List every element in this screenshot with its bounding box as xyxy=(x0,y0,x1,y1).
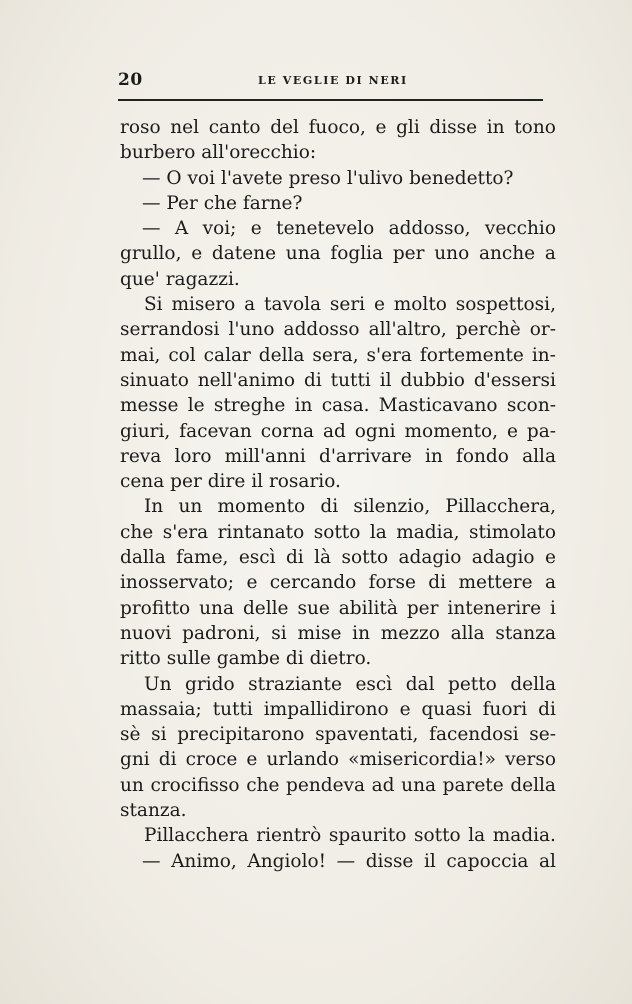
header-rule xyxy=(118,99,543,101)
text-line: reva loro mill'anni d'arrivare in fondo alla xyxy=(120,445,556,467)
text-line: — O voi l'avete preso l'ulivo benedetto? xyxy=(142,167,514,189)
text-line: que' ragazzi. xyxy=(120,268,240,290)
text-line: grullo, e datene una foglia per uno anche a xyxy=(120,243,556,265)
text-line: burbero all'orecchio: xyxy=(120,142,317,164)
running-title: LE VEGLIE DI NERI xyxy=(258,74,408,87)
text-line: — Animo, Angiolo! — disse il capoccia al xyxy=(142,850,556,872)
text-line: inosservato; e cercando forse di mettere a xyxy=(120,572,556,594)
text-line: stanza. xyxy=(120,800,187,822)
text-line: un crocifisso che pendeva ad una parete della xyxy=(120,774,556,796)
text-line: roso nel canto del fuoco, e gli disse in tono xyxy=(120,117,556,138)
text-line: serrandosi l'uno addosso all'altro, perchè or- xyxy=(120,319,556,341)
text-line: messe le streghe in casa. Masticavano scon- xyxy=(120,395,556,417)
text-line: sinuato nell'animo di tutti il dubbio d'essersi xyxy=(120,369,556,391)
text-line: massaia; tutti impallidirono e quasi fuori di xyxy=(120,698,556,720)
text-line: giuri, facevan corna ad ogni momento, e pa- xyxy=(120,420,556,442)
body-text xyxy=(120,115,556,874)
text-line: nuovi padroni, si mise in mezzo alla stanza xyxy=(120,622,556,644)
text-line: Si misero a tavola seri e molto sospettosi, xyxy=(144,294,556,316)
text-line: mai, col calar della sera, s'era fortemente in- xyxy=(120,344,556,366)
text-line: dalla fame, escì di là sotto adagio adagio e xyxy=(120,547,556,569)
text-line: — Per che farne? xyxy=(142,192,303,214)
page-number: 20 xyxy=(118,70,143,90)
text-line: profitto una delle sue abilità per intenerire i xyxy=(120,597,556,619)
text-line: gni di croce e urlando «misericordia!» verso xyxy=(120,749,556,771)
text-line: Un grido straziante escì dal petto della xyxy=(144,673,556,695)
text-line: cena per dire il rosario. xyxy=(120,471,341,493)
text-line: — A voi; e tenetevelo addosso, vecchio xyxy=(142,218,556,240)
text-line: ritto sulle gambe di dietro. xyxy=(120,648,372,670)
text-line: che s'era rintanato sotto la madia, stimolato xyxy=(120,521,556,543)
page-header xyxy=(118,70,543,96)
text-line: In un momento di silenzio, Pillacchera, xyxy=(144,496,556,518)
text-line: Pillacchera rientrò spaurito sotto la madia. xyxy=(144,825,556,847)
text-line: sè si precipitarono spaventati, facendosi se- xyxy=(120,724,556,746)
